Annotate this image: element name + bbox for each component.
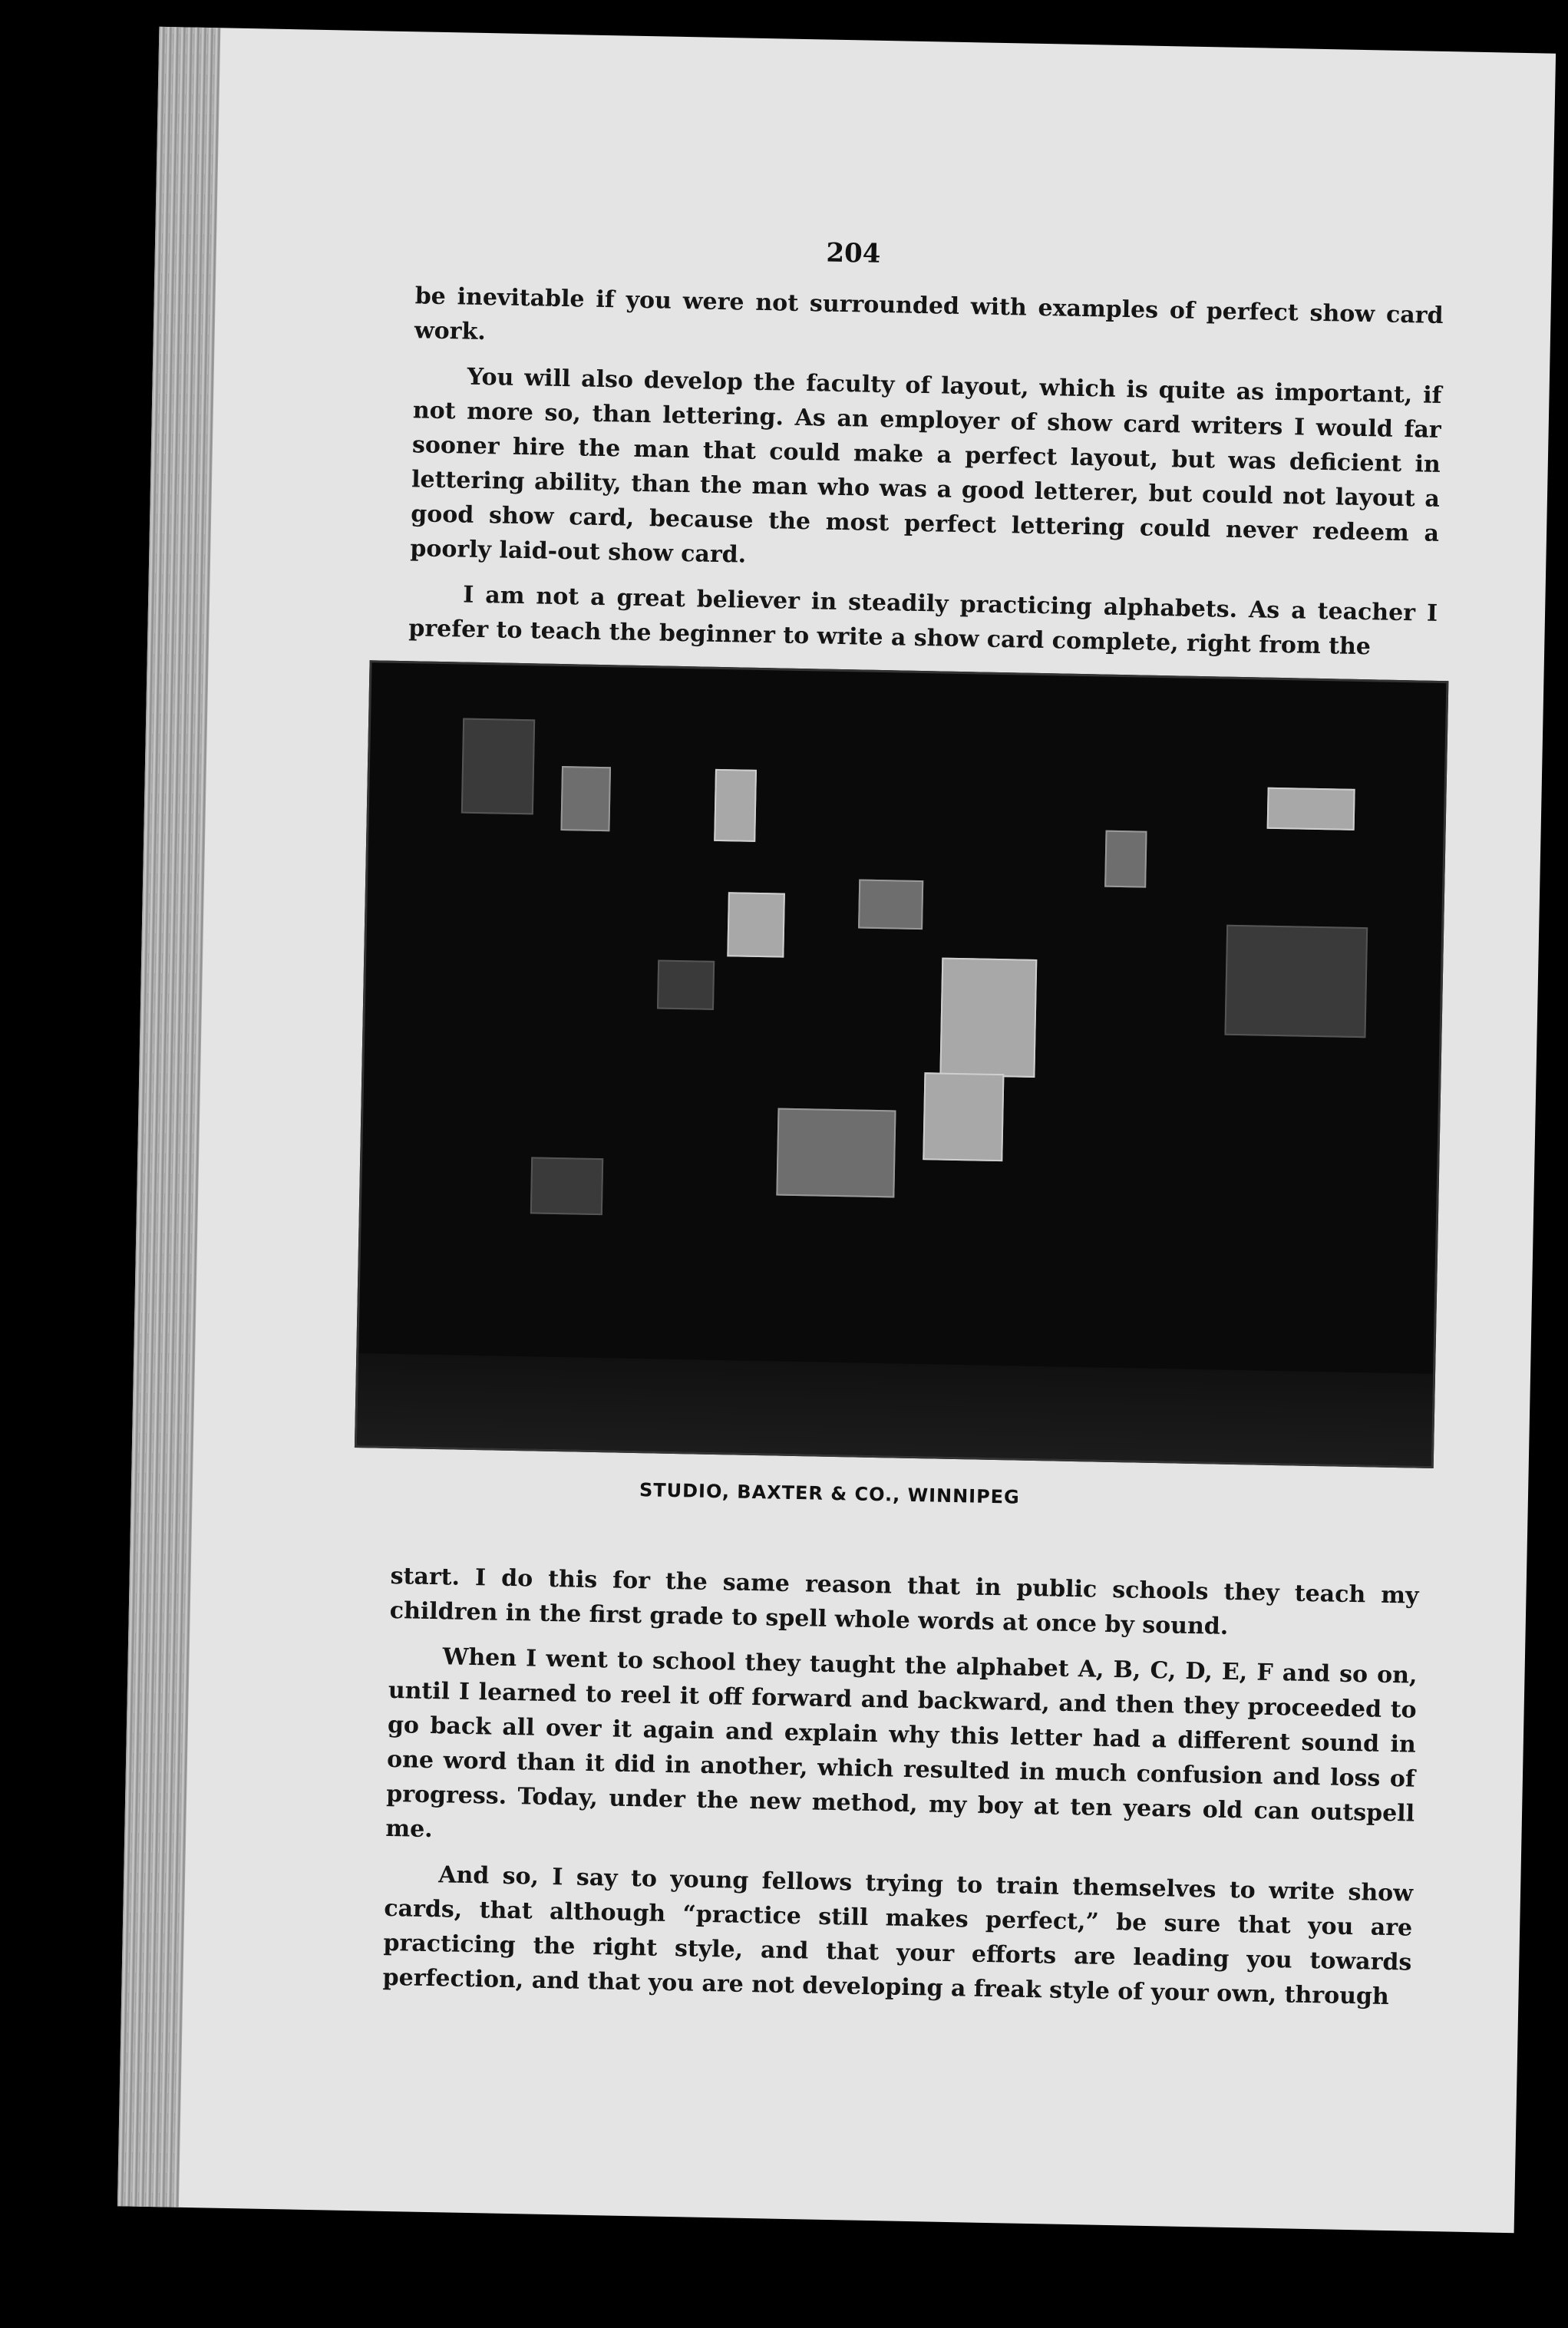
- photo-show-card: [530, 1157, 603, 1215]
- photo-show-card: [1224, 925, 1368, 1039]
- photo-show-card: [1104, 830, 1147, 888]
- photo-show-card: [939, 958, 1037, 1078]
- text-block-bottom: [382, 1559, 1419, 2026]
- paragraph: And so, I say to young fellows trying to train themselves to write show cards, that although “practice still makes perfect,” be sure that you are practicing the right style, and that your efforts are leading you towards perfection, and that you are not developing a freak style of your own, through: [382, 1861, 1414, 2011]
- paragraph: I am not a great believer in steadily practicing alphabets. As a teacher I prefer to teach the beginner to write a show card complete, right from the: [408, 581, 1438, 661]
- photo-show-card: [657, 959, 715, 1009]
- photo-show-card: [727, 892, 785, 957]
- photo-show-card: [923, 1072, 1004, 1161]
- paragraph: start. I do this for the same reason that in public schools they teach my children in the first grade to spell whole words at once by sound.: [389, 1562, 1419, 1640]
- book-page: [117, 27, 1556, 2233]
- studio-photograph: [355, 660, 1448, 1468]
- figure-caption: STUDIO, BAXTER & CO., WINNIPEG: [639, 1479, 1021, 1508]
- photo-floor: [357, 1353, 1433, 1466]
- page-edge-shadow: [117, 27, 221, 2207]
- paragraph: You will also develop the faculty of layout, which is quite as important, if not more so, than lettering. As an employer of show card writers I would far sooner hire the man that could make a perfect layout, but was deficient in lettering ability, than the man who was a good letterer, but could not layout a good show card, because the most perfect lettering could never redeem a poorly laid-out show card.: [410, 363, 1442, 569]
- photo-show-card: [560, 766, 611, 831]
- photo-show-card: [858, 880, 923, 930]
- photo-show-card: [461, 718, 535, 815]
- photo-show-card: [1267, 788, 1355, 830]
- text-block-top: [408, 279, 1444, 676]
- paragraph: be inevitable if you were not surrounded with examples of perfect show card work.: [414, 282, 1444, 346]
- page-number: 204: [826, 237, 881, 269]
- photo-show-card: [714, 769, 757, 842]
- photo-show-card: [776, 1108, 896, 1198]
- paragraph: When I went to school they taught the alphabet A, B, C, D, E, F and so on, until I learned to reel it off forward and backward, and then they proceeded to go back all over it again and explain why this letter had a different sound in one word than it did in another, which resulted in much confusion and loss of progress. Today, under the new method, my boy at ten years old can outspell me.: [385, 1643, 1418, 1844]
